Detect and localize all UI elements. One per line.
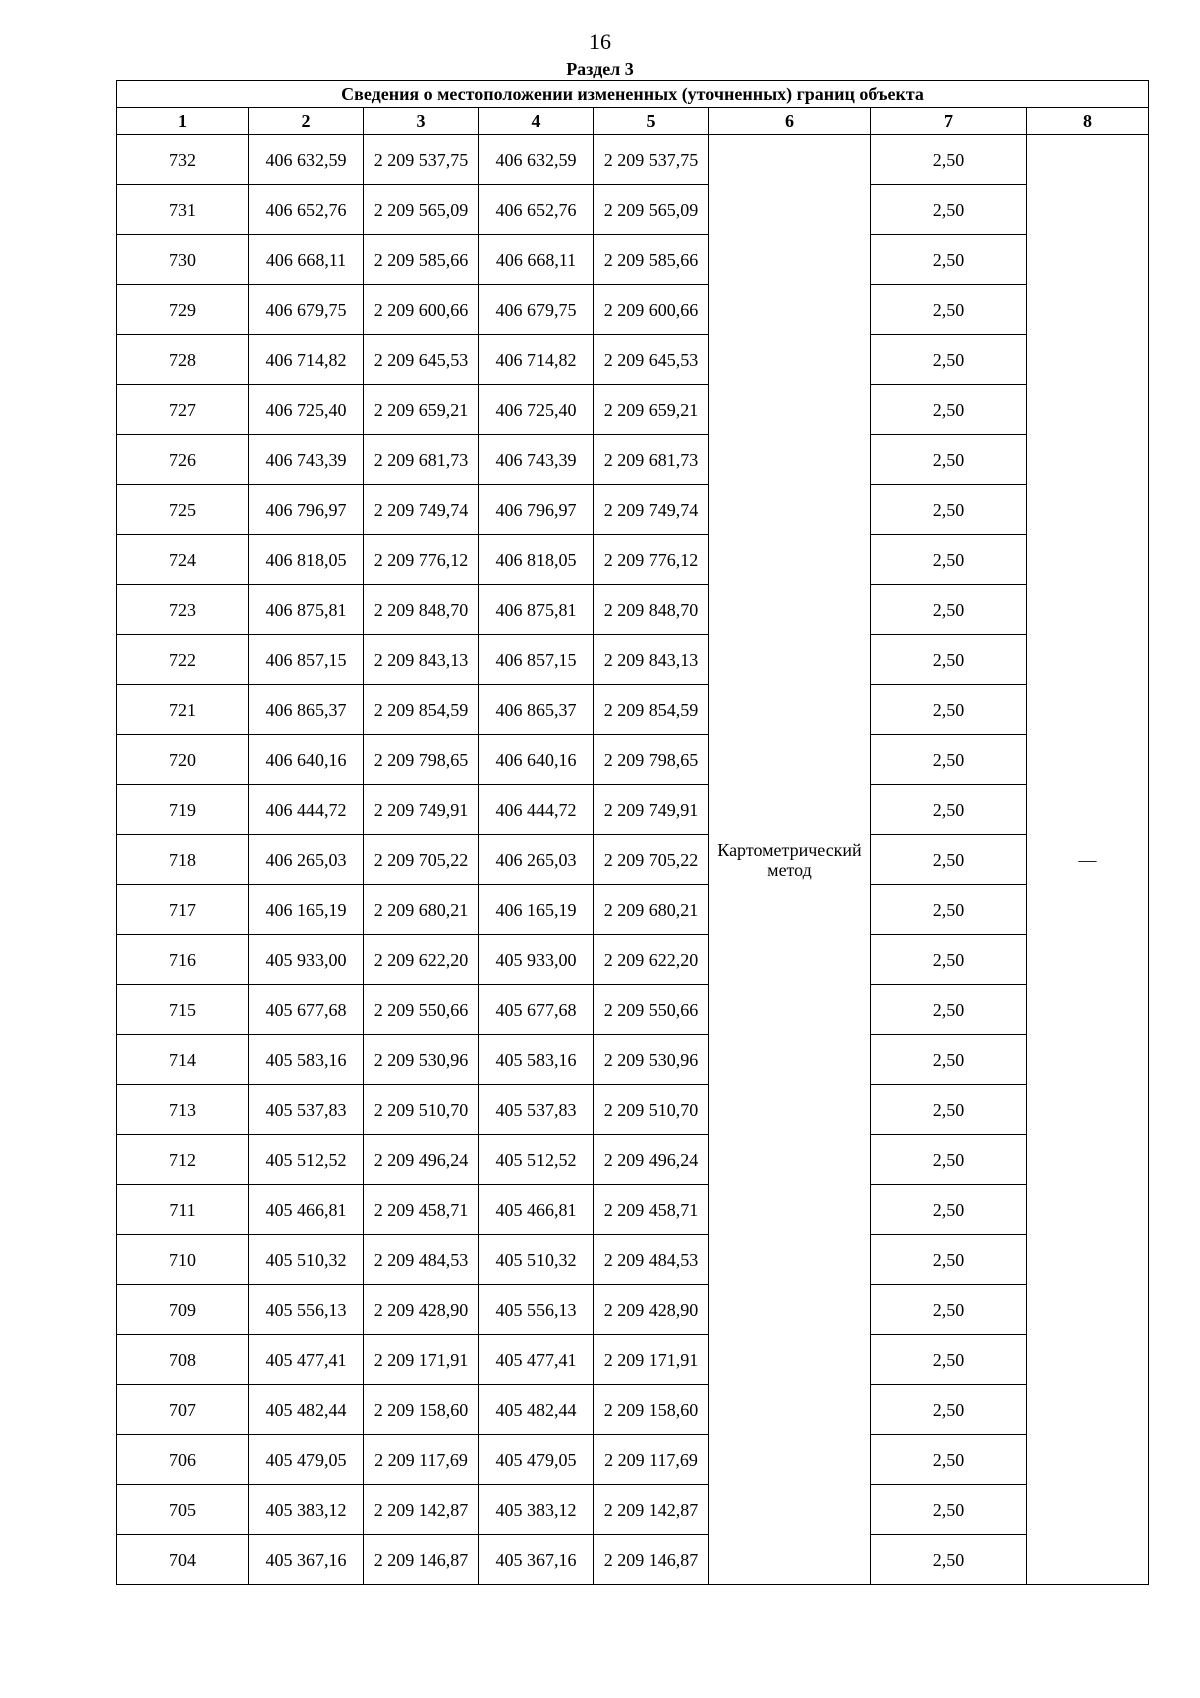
x-new-cell: 406 743,39 bbox=[479, 435, 594, 485]
y-new-cell: 2 209 776,12 bbox=[594, 535, 709, 585]
point-number-cell: 709 bbox=[117, 1285, 249, 1335]
y-old-cell: 2 209 158,60 bbox=[364, 1385, 479, 1435]
accuracy-cell: 2,50 bbox=[871, 985, 1027, 1035]
y-new-cell: 2 209 484,53 bbox=[594, 1235, 709, 1285]
table-row bbox=[117, 185, 1149, 235]
y-old-cell: 2 209 565,09 bbox=[364, 185, 479, 235]
x-old-cell: 406 796,97 bbox=[249, 485, 364, 535]
table-row bbox=[117, 1135, 1149, 1185]
table-row bbox=[117, 1335, 1149, 1385]
accuracy-cell: 2,50 bbox=[871, 1185, 1027, 1235]
accuracy-cell: 2,50 bbox=[871, 1335, 1027, 1385]
accuracy-cell: 2,50 bbox=[871, 485, 1027, 535]
y-old-cell: 2 209 645,53 bbox=[364, 335, 479, 385]
y-old-cell: 2 209 848,70 bbox=[364, 585, 479, 635]
table-body bbox=[117, 135, 1149, 1585]
table-row bbox=[117, 885, 1149, 935]
point-number-cell: 719 bbox=[117, 785, 249, 835]
point-number-cell: 724 bbox=[117, 535, 249, 585]
y-old-cell: 2 209 854,59 bbox=[364, 685, 479, 735]
accuracy-cell: 2,50 bbox=[871, 685, 1027, 735]
x-old-cell: 405 556,13 bbox=[249, 1285, 364, 1335]
table-row bbox=[117, 735, 1149, 785]
y-old-cell: 2 209 749,91 bbox=[364, 785, 479, 835]
x-old-cell: 405 477,41 bbox=[249, 1335, 364, 1385]
y-old-cell: 2 209 458,71 bbox=[364, 1185, 479, 1235]
y-new-cell: 2 209 117,69 bbox=[594, 1435, 709, 1485]
y-old-cell: 2 209 798,65 bbox=[364, 735, 479, 785]
x-old-cell: 406 265,03 bbox=[249, 835, 364, 885]
accuracy-cell: 2,50 bbox=[871, 1435, 1027, 1485]
x-old-cell: 406 668,11 bbox=[249, 235, 364, 285]
y-old-cell: 2 209 484,53 bbox=[364, 1235, 479, 1285]
column-header-1: 1 bbox=[117, 108, 249, 135]
x-new-cell: 406 714,82 bbox=[479, 335, 594, 385]
x-old-cell: 406 632,59 bbox=[249, 135, 364, 185]
column8-cell: — bbox=[1027, 135, 1149, 1585]
x-new-cell: 406 640,16 bbox=[479, 735, 594, 785]
x-new-cell: 406 165,19 bbox=[479, 885, 594, 935]
x-old-cell: 406 743,39 bbox=[249, 435, 364, 485]
x-old-cell: 406 679,75 bbox=[249, 285, 364, 335]
y-new-cell: 2 209 565,09 bbox=[594, 185, 709, 235]
x-old-cell: 405 367,16 bbox=[249, 1535, 364, 1585]
point-number-cell: 705 bbox=[117, 1485, 249, 1535]
table-caption-row bbox=[117, 81, 1149, 108]
y-new-cell: 2 209 843,13 bbox=[594, 635, 709, 685]
page-number: 16 bbox=[589, 29, 611, 54]
accuracy-cell: 2,50 bbox=[871, 1385, 1027, 1435]
accuracy-cell: 2,50 bbox=[871, 1235, 1027, 1285]
accuracy-cell: 2,50 bbox=[871, 885, 1027, 935]
point-number-cell: 725 bbox=[117, 485, 249, 535]
table-row bbox=[117, 1235, 1149, 1285]
table-row bbox=[117, 535, 1149, 585]
x-new-cell: 405 466,81 bbox=[479, 1185, 594, 1235]
point-number-cell: 718 bbox=[117, 835, 249, 885]
y-new-cell: 2 209 510,70 bbox=[594, 1085, 709, 1135]
x-old-cell: 406 865,37 bbox=[249, 685, 364, 735]
x-new-cell: 405 933,00 bbox=[479, 935, 594, 985]
point-number-cell: 722 bbox=[117, 635, 249, 685]
point-number-cell: 720 bbox=[117, 735, 249, 785]
y-new-cell: 2 209 530,96 bbox=[594, 1035, 709, 1085]
table-caption: Сведения о местоположении измененных (уточненных) границ объекта bbox=[117, 81, 1149, 108]
y-old-cell: 2 209 510,70 bbox=[364, 1085, 479, 1135]
y-new-cell: 2 209 458,71 bbox=[594, 1185, 709, 1235]
x-new-cell: 406 679,75 bbox=[479, 285, 594, 335]
table-row bbox=[117, 685, 1149, 735]
y-new-cell: 2 209 659,21 bbox=[594, 385, 709, 435]
y-old-cell: 2 209 776,12 bbox=[364, 535, 479, 585]
y-new-cell: 2 209 158,60 bbox=[594, 1385, 709, 1435]
x-old-cell: 405 512,52 bbox=[249, 1135, 364, 1185]
point-number-cell: 706 bbox=[117, 1435, 249, 1485]
y-old-cell: 2 209 659,21 bbox=[364, 385, 479, 435]
y-old-cell: 2 209 680,21 bbox=[364, 885, 479, 935]
accuracy-cell: 2,50 bbox=[871, 1535, 1027, 1585]
x-old-cell: 406 714,82 bbox=[249, 335, 364, 385]
accuracy-cell: 2,50 bbox=[871, 935, 1027, 985]
boundary-coordinates-table bbox=[116, 80, 1149, 1585]
accuracy-cell: 2,50 bbox=[871, 185, 1027, 235]
table-row bbox=[117, 1535, 1149, 1585]
x-old-cell: 405 479,05 bbox=[249, 1435, 364, 1485]
x-old-cell: 406 652,76 bbox=[249, 185, 364, 235]
column-header-8: 8 bbox=[1027, 108, 1149, 135]
y-new-cell: 2 209 798,65 bbox=[594, 735, 709, 785]
y-old-cell: 2 209 537,75 bbox=[364, 135, 479, 185]
method-cell: Картометрический метод bbox=[709, 135, 871, 1585]
x-new-cell: 405 477,41 bbox=[479, 1335, 594, 1385]
y-old-cell: 2 209 585,66 bbox=[364, 235, 479, 285]
table-row bbox=[117, 335, 1149, 385]
table-row bbox=[117, 1385, 1149, 1435]
accuracy-cell: 2,50 bbox=[871, 335, 1027, 385]
table-row bbox=[117, 585, 1149, 635]
x-old-cell: 406 165,19 bbox=[249, 885, 364, 935]
accuracy-cell: 2,50 bbox=[871, 1085, 1027, 1135]
x-old-cell: 405 537,83 bbox=[249, 1085, 364, 1135]
table-row bbox=[117, 1435, 1149, 1485]
y-old-cell: 2 209 705,22 bbox=[364, 835, 479, 885]
x-old-cell: 405 933,00 bbox=[249, 935, 364, 985]
y-old-cell: 2 209 530,96 bbox=[364, 1035, 479, 1085]
point-number-cell: 729 bbox=[117, 285, 249, 335]
x-new-cell: 406 865,37 bbox=[479, 685, 594, 735]
x-old-cell: 405 466,81 bbox=[249, 1185, 364, 1235]
accuracy-cell: 2,50 bbox=[871, 435, 1027, 485]
table-row bbox=[117, 935, 1149, 985]
column-header-6: 6 bbox=[709, 108, 871, 135]
point-number-cell: 708 bbox=[117, 1335, 249, 1385]
x-new-cell: 405 383,12 bbox=[479, 1485, 594, 1535]
table-row bbox=[117, 135, 1149, 185]
x-new-cell: 405 556,13 bbox=[479, 1285, 594, 1335]
column-header-row bbox=[117, 108, 1149, 135]
table-row bbox=[117, 1285, 1149, 1335]
x-new-cell: 405 512,52 bbox=[479, 1135, 594, 1185]
y-new-cell: 2 209 680,21 bbox=[594, 885, 709, 935]
accuracy-cell: 2,50 bbox=[871, 1135, 1027, 1185]
point-number-cell: 704 bbox=[117, 1535, 249, 1585]
x-old-cell: 406 857,15 bbox=[249, 635, 364, 685]
y-new-cell: 2 209 681,73 bbox=[594, 435, 709, 485]
point-number-cell: 714 bbox=[117, 1035, 249, 1085]
accuracy-cell: 2,50 bbox=[871, 285, 1027, 335]
point-number-cell: 732 bbox=[117, 135, 249, 185]
x-old-cell: 405 482,44 bbox=[249, 1385, 364, 1435]
x-new-cell: 406 857,15 bbox=[479, 635, 594, 685]
point-number-cell: 726 bbox=[117, 435, 249, 485]
table-row bbox=[117, 635, 1149, 685]
table-row bbox=[117, 985, 1149, 1035]
point-number-cell: 731 bbox=[117, 185, 249, 235]
column-header-3: 3 bbox=[364, 108, 479, 135]
x-old-cell: 405 583,16 bbox=[249, 1035, 364, 1085]
table-row bbox=[117, 1185, 1149, 1235]
x-new-cell: 405 367,16 bbox=[479, 1535, 594, 1585]
x-new-cell: 406 668,11 bbox=[479, 235, 594, 285]
accuracy-cell: 2,50 bbox=[871, 635, 1027, 685]
x-new-cell: 405 479,05 bbox=[479, 1435, 594, 1485]
accuracy-cell: 2,50 bbox=[871, 735, 1027, 785]
x-new-cell: 406 818,05 bbox=[479, 535, 594, 585]
accuracy-cell: 2,50 bbox=[871, 1035, 1027, 1085]
y-old-cell: 2 209 749,74 bbox=[364, 485, 479, 535]
table-row bbox=[117, 785, 1149, 835]
table-row bbox=[117, 385, 1149, 435]
table-row bbox=[117, 235, 1149, 285]
y-new-cell: 2 209 496,24 bbox=[594, 1135, 709, 1185]
y-new-cell: 2 209 749,91 bbox=[594, 785, 709, 835]
point-number-cell: 721 bbox=[117, 685, 249, 735]
table-row bbox=[117, 435, 1149, 485]
column-header-5: 5 bbox=[594, 108, 709, 135]
point-number-cell: 730 bbox=[117, 235, 249, 285]
column-header-7: 7 bbox=[871, 108, 1027, 135]
x-old-cell: 405 383,12 bbox=[249, 1485, 364, 1535]
accuracy-cell: 2,50 bbox=[871, 785, 1027, 835]
point-number-cell: 727 bbox=[117, 385, 249, 435]
y-old-cell: 2 209 117,69 bbox=[364, 1435, 479, 1485]
y-old-cell: 2 209 550,66 bbox=[364, 985, 479, 1035]
x-new-cell: 405 482,44 bbox=[479, 1385, 594, 1435]
y-old-cell: 2 209 171,91 bbox=[364, 1335, 479, 1385]
accuracy-cell: 2,50 bbox=[871, 135, 1027, 185]
point-number-cell: 710 bbox=[117, 1235, 249, 1285]
y-new-cell: 2 209 749,74 bbox=[594, 485, 709, 535]
point-number-cell: 711 bbox=[117, 1185, 249, 1235]
x-old-cell: 406 818,05 bbox=[249, 535, 364, 585]
x-new-cell: 406 875,81 bbox=[479, 585, 594, 635]
x-new-cell: 406 632,59 bbox=[479, 135, 594, 185]
x-old-cell: 406 875,81 bbox=[249, 585, 364, 635]
y-new-cell: 2 209 645,53 bbox=[594, 335, 709, 385]
point-number-cell: 715 bbox=[117, 985, 249, 1035]
point-number-cell: 723 bbox=[117, 585, 249, 635]
point-number-cell: 713 bbox=[117, 1085, 249, 1135]
table-row bbox=[117, 835, 1149, 885]
y-old-cell: 2 209 681,73 bbox=[364, 435, 479, 485]
table-row bbox=[117, 1085, 1149, 1135]
section-title: Раздел 3 bbox=[566, 59, 634, 79]
column-header-4: 4 bbox=[479, 108, 594, 135]
y-new-cell: 2 209 537,75 bbox=[594, 135, 709, 185]
point-number-cell: 712 bbox=[117, 1135, 249, 1185]
accuracy-cell: 2,50 bbox=[871, 385, 1027, 435]
x-new-cell: 405 510,32 bbox=[479, 1235, 594, 1285]
accuracy-cell: 2,50 bbox=[871, 585, 1027, 635]
y-old-cell: 2 209 622,20 bbox=[364, 935, 479, 985]
x-new-cell: 406 652,76 bbox=[479, 185, 594, 235]
y-old-cell: 2 209 496,24 bbox=[364, 1135, 479, 1185]
y-new-cell: 2 209 854,59 bbox=[594, 685, 709, 735]
x-new-cell: 405 537,83 bbox=[479, 1085, 594, 1135]
x-old-cell: 406 640,16 bbox=[249, 735, 364, 785]
y-new-cell: 2 209 171,91 bbox=[594, 1335, 709, 1385]
x-new-cell: 406 444,72 bbox=[479, 785, 594, 835]
x-old-cell: 406 725,40 bbox=[249, 385, 364, 435]
column-header-2: 2 bbox=[249, 108, 364, 135]
y-new-cell: 2 209 428,90 bbox=[594, 1285, 709, 1335]
x-old-cell: 405 510,32 bbox=[249, 1235, 364, 1285]
point-number-cell: 716 bbox=[117, 935, 249, 985]
y-old-cell: 2 209 600,66 bbox=[364, 285, 479, 335]
accuracy-cell: 2,50 bbox=[871, 535, 1027, 585]
table-row bbox=[117, 1035, 1149, 1085]
x-old-cell: 406 444,72 bbox=[249, 785, 364, 835]
accuracy-cell: 2,50 bbox=[871, 1285, 1027, 1335]
y-new-cell: 2 209 848,70 bbox=[594, 585, 709, 635]
y-new-cell: 2 209 705,22 bbox=[594, 835, 709, 885]
accuracy-cell: 2,50 bbox=[871, 235, 1027, 285]
y-old-cell: 2 209 843,13 bbox=[364, 635, 479, 685]
point-number-cell: 728 bbox=[117, 335, 249, 385]
y-old-cell: 2 209 146,87 bbox=[364, 1535, 479, 1585]
point-number-cell: 717 bbox=[117, 885, 249, 935]
y-old-cell: 2 209 142,87 bbox=[364, 1485, 479, 1535]
x-new-cell: 405 677,68 bbox=[479, 985, 594, 1035]
y-new-cell: 2 209 600,66 bbox=[594, 285, 709, 335]
table-row bbox=[117, 285, 1149, 335]
x-new-cell: 406 265,03 bbox=[479, 835, 594, 885]
x-old-cell: 405 677,68 bbox=[249, 985, 364, 1035]
table-row bbox=[117, 485, 1149, 535]
y-new-cell: 2 209 146,87 bbox=[594, 1535, 709, 1585]
y-old-cell: 2 209 428,90 bbox=[364, 1285, 479, 1335]
y-new-cell: 2 209 622,20 bbox=[594, 935, 709, 985]
x-new-cell: 406 725,40 bbox=[479, 385, 594, 435]
y-new-cell: 2 209 585,66 bbox=[594, 235, 709, 285]
table-row bbox=[117, 1485, 1149, 1535]
point-number-cell: 707 bbox=[117, 1385, 249, 1435]
accuracy-cell: 2,50 bbox=[871, 835, 1027, 885]
accuracy-cell: 2,50 bbox=[871, 1485, 1027, 1535]
x-new-cell: 406 796,97 bbox=[479, 485, 594, 535]
y-new-cell: 2 209 142,87 bbox=[594, 1485, 709, 1535]
x-new-cell: 405 583,16 bbox=[479, 1035, 594, 1085]
y-new-cell: 2 209 550,66 bbox=[594, 985, 709, 1035]
